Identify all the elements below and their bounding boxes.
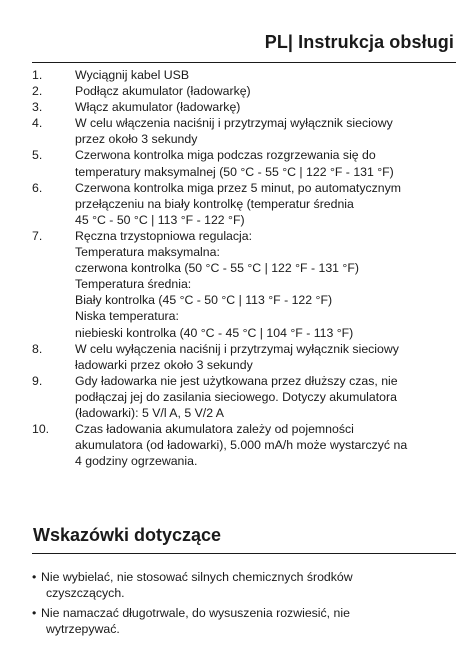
step-number: 8. xyxy=(32,341,43,356)
bullet-icon: • xyxy=(32,570,37,584)
step-text xyxy=(75,147,462,179)
instruction-step xyxy=(32,83,462,99)
care-tips-list xyxy=(32,569,462,641)
instruction-step xyxy=(32,147,462,179)
step-number: 7. xyxy=(32,228,43,243)
step-text-line: Ręczna trzystopniowa regulacja: xyxy=(75,228,253,243)
step-text xyxy=(75,228,462,341)
step-text xyxy=(75,421,462,469)
tip-text-line: Nie wybielać, nie stosować silnych chemicznych środków xyxy=(41,570,353,584)
step-text xyxy=(75,83,462,99)
step-text-line: Podłącz akumulator (ładowarkę) xyxy=(75,84,251,99)
instruction-step xyxy=(32,67,462,83)
step-number: 2. xyxy=(32,84,43,99)
step-text-line: W celu wyłączenia naciśnij i przytrzymaj wyłącznik sieciowy xyxy=(75,341,399,356)
instruction-step xyxy=(32,373,462,421)
step-text xyxy=(75,67,462,83)
instruction-step xyxy=(32,341,462,373)
care-tip xyxy=(32,605,462,637)
step-text-line: przez około 3 sekundy xyxy=(75,132,198,147)
step-text-line: Czas ładowania akumulatora zależy od pojemności xyxy=(75,422,354,437)
step-text-line: Niska temperatura: xyxy=(75,309,179,324)
step-text-line: 4 godziny ogrzewania. xyxy=(75,454,198,469)
step-text xyxy=(75,373,462,421)
step-number: 9. xyxy=(32,373,43,388)
step-number: 4. xyxy=(32,116,43,131)
section-heading xyxy=(32,525,456,554)
step-text xyxy=(75,115,462,147)
step-number: 6. xyxy=(32,180,43,195)
step-text-line: Wyciągnij kabel USB xyxy=(75,68,190,82)
step-text-line: 45 °C - 50 °C | 113 °F - 122 °F) xyxy=(75,212,245,227)
step-text-line: podłączaj jej do zasilania sieciowego. Dotyczy akumulatora xyxy=(75,389,397,404)
step-text-line: Czerwona kontrolka miga podczas rozgrzewania się do xyxy=(75,148,376,163)
instruction-steps-list xyxy=(32,67,462,469)
instruction-step xyxy=(32,115,462,147)
step-text-line: temperatury maksymalnej (50 °C - 55 °C | 122 °F - 131 °F) xyxy=(75,164,394,179)
bullet-icon: • xyxy=(32,606,37,621)
step-text-line: ładowarki przez około 3 sekundy xyxy=(75,357,253,372)
step-number: 5. xyxy=(32,148,43,163)
tip-text xyxy=(41,605,462,637)
step-text-line: Biały kontrolka (45 °C - 50 °C | 113 °F - 122 °F) xyxy=(75,293,333,308)
instruction-step xyxy=(32,421,462,469)
tip-text-line: Nie namaczać długotrwale, do wysuszenia rozwiesić, nie xyxy=(41,606,350,621)
step-text-line: Temperatura maksymalna: xyxy=(75,245,220,260)
step-text-line: akumulatora (od ładowarki), 5.000 mA/h może wystarczyć na xyxy=(75,438,408,453)
step-text xyxy=(75,99,462,115)
step-text-line: niebieski kontrolka (40 °C - 45 °C | 104 °F - 113 °F) xyxy=(75,325,354,340)
step-number: 1. xyxy=(32,68,43,82)
tip-text-line: czyszczących. xyxy=(46,586,125,601)
step-number: 3. xyxy=(32,100,43,115)
instruction-step xyxy=(32,99,462,115)
step-text-line: W celu włączenia naciśnij i przytrzymaj wyłącznik sieciowy xyxy=(75,116,393,131)
step-number: 10. xyxy=(32,422,50,437)
step-text-line: czerwona kontrolka (50 °C - 55 °C | 122 °F - 131 °F) xyxy=(75,261,359,276)
tip-text-line: wytrzepywać. xyxy=(46,622,120,637)
step-text-line: przełączeniu na biały kontrolkę (temperatur średnia xyxy=(75,196,354,211)
page-title: PL| Instrukcja obsługi xyxy=(264,32,454,52)
step-text-line: Temperatura średnia: xyxy=(75,277,192,292)
care-tip xyxy=(32,569,462,601)
section-title: Wskazówki dotyczące xyxy=(33,525,222,545)
step-text-line: Czerwona kontrolka miga przez 5 minut, po automatycznym xyxy=(75,180,402,195)
step-text-line: Włącz akumulator (ładowarkę) xyxy=(75,100,241,115)
step-text xyxy=(75,180,462,228)
instruction-step xyxy=(32,228,462,341)
step-text-line: (ładowarki): 5 V/l A, 5 V/2 A xyxy=(75,405,224,420)
instruction-step xyxy=(32,180,462,228)
step-text xyxy=(75,341,462,373)
step-text-line: Gdy ładowarka nie jest użytkowana przez dłuższy czas, nie xyxy=(75,373,398,388)
tip-text xyxy=(41,569,462,601)
page-header xyxy=(32,30,456,63)
